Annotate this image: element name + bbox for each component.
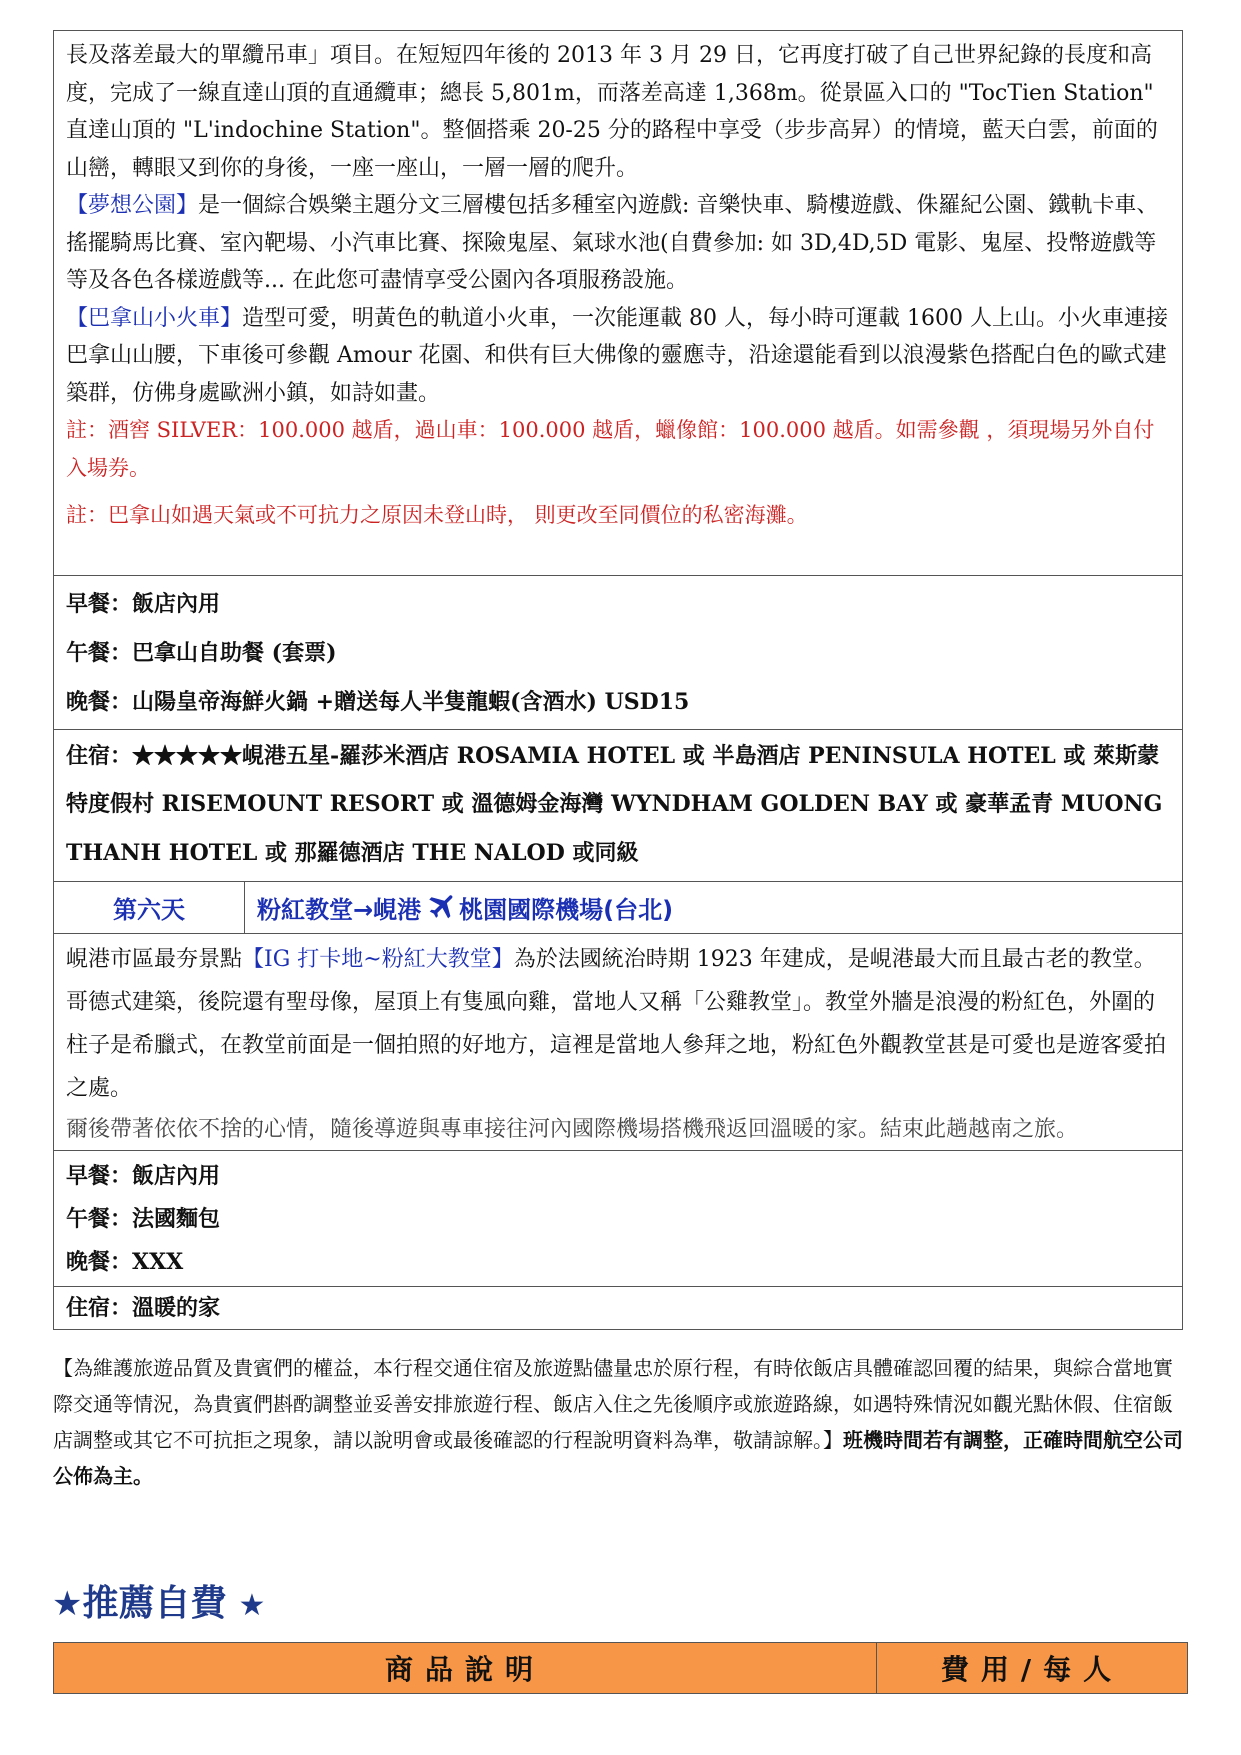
star-icon-right: ★ xyxy=(238,1588,266,1623)
col-item-description: 商品說明 xyxy=(54,1643,877,1693)
cable-car-paragraph: 長及落差最大的單纜吊車」項目。在短短四年後的 2013 年 3 月 29 日，它再度打破了自己世界紀錄的長度和高度，完成了一線直達山頂的直通纜車；總長 5,801m，而落差高達 1,368m。從景區入口的 "TocTien Station" 直達山頂的 "L'indochine Station"。整個搭乘 20-25 分的路程中享受（步步高昇）的情境，藍天白雲，前面的山巒，轉眼又到你的身後，一座一座山，一層一層的爬升。 xyxy=(66,43,1158,181)
flight-note: 班機時間若有調整，正確時間航空公司公佈為主。 xyxy=(53,1428,1183,1488)
day6-description xyxy=(53,933,1183,1150)
day6-breakfast: 早餐：飯店內用 xyxy=(66,1163,221,1189)
dream-park-label: 【夢想公園】 xyxy=(66,193,199,218)
church-paragraph xyxy=(66,938,1170,1110)
day6-label: 第六天 xyxy=(54,882,245,933)
day6-header xyxy=(53,881,1183,933)
airplane-icon xyxy=(425,893,455,923)
weather-note: 註：巴拿山如遇天氣或不可抗力之原因未登山時， 則更改至同價位的私密海灘。 xyxy=(66,503,808,527)
dream-park-text: 是一個綜合娛樂主題分文三層樓包括多種室內遊戲: 音樂快車、騎樓遊戲、侏羅紀公園、鐵軌卡車、搖擺騎馬比賽、室內靶場、小汽車比賽、探險鬼屋、氣球水池(自費參加: 如 3D,4D,5D 電影、鬼屋、投幣遊戲等等及各色各樣遊戲等... 在此您可盡情享受公園內各項服務設施。 xyxy=(66,193,1159,293)
col-fee-per-person: 費用/每人 xyxy=(940,1653,1124,1686)
day5-lunch: 午餐：巴拿山自助餐 (套票) xyxy=(66,639,337,666)
farewell-paragraph: 爾後帶著依依不捨的心情，隨後導遊與專車接往河內國際機場搭機飛返回溫暖的家。結束此趟越南之旅。 xyxy=(66,1117,1079,1142)
recommend-heading xyxy=(52,1575,265,1626)
day5-description xyxy=(53,30,1183,575)
church-label: 【IG 打卡地~粉紅大教堂】 xyxy=(242,947,514,972)
day6-route-part1: 粉紅教堂→峴港 xyxy=(257,896,422,924)
disclaimer xyxy=(53,1350,1188,1494)
dream-park-paragraph xyxy=(66,187,1170,300)
day6-lunch: 午餐：法國麵包 xyxy=(66,1206,221,1232)
recommend-title: 推薦自費 xyxy=(82,1583,227,1624)
fee-note: 註：酒窖 SILVER：100.000 越盾，過山車：100.000 越盾，蠟像館：100.000 越盾。如需參觀 ，須現場另外自付入場券。 xyxy=(66,418,1155,480)
train-label: 【巴拿山小火車】 xyxy=(66,305,243,331)
day6-dinner: 晚餐：XXX xyxy=(66,1249,184,1275)
day6-route xyxy=(245,882,1182,933)
day5-breakfast: 早餐：飯店內用 xyxy=(66,590,221,617)
church-text: 為於法國統治時期 1923 年建成，是峴港最大而且最古老的教堂。哥德式建築，後院還有聖母像，屋頂上有隻風向雞，當地人又稱「公雞教堂」。教堂外牆是浪漫的粉紅色，外圍的柱子是希臘式，在教堂前面是一個拍照的好地方，這裡是當地人參拜之地，粉紅色外觀教堂甚是可愛也是遊客愛拍之處。 xyxy=(66,947,1167,1101)
day6-route-part2: 桃園國際機場(台北) xyxy=(459,896,674,924)
disclaimer-text: 【為維護旅遊品質及貴賓們的權益，本行程交通住宿及旅遊點儘量忠於原行程，有時依飯店具體確認回覆的結果，與綜合當地實際交通等情況，為貴賓們斟酌調整並妥善安排旅遊行程、飯店入住之先後順序或旅遊路線，如遇特殊情況如觀光點休假、住宿飯店調整或其它不可抗拒之現象，請以說明會或最後確認的行程說明資料為準，敬請諒解。】 xyxy=(53,1356,1173,1452)
train-paragraph xyxy=(66,300,1170,413)
church-prefix: 峴港市區最夯景點 xyxy=(66,947,243,972)
train-text: 造型可愛，明黃色的軌道小火車，一次能運載 80 人，每小時可運載 1600 人上山。小火車連接巴拿山山腰，下車後可參觀 Amour 花園、和供有巨大佛像的靈應寺，沿途還能看到以浪漫紫色搭配白色的歐式建築群，仿佛身處歐洲小鎮，如詩如畫。 xyxy=(66,305,1168,406)
day5-dinner: 晚餐：山陽皇帝海鮮火鍋 +贈送每人半隻龍蝦(含酒水) USD15 xyxy=(66,688,690,715)
itinerary-table xyxy=(53,30,1183,1330)
day5-meals xyxy=(53,575,1183,729)
day6-meals xyxy=(53,1150,1183,1286)
day5-hotel: 住宿：★★★★★峴港五星-羅莎米酒店 ROSAMIA HOTEL 或 半島酒店 PENINSULA HOTEL 或 萊斯蒙特度假村 RISEMOUNT RESORT 或 溫德姆金海灣 WYNDHAM GOLDEN BAY 或 豪華孟青 MUONG THANH HOTEL 或 那羅德酒店 THE NALOD 或同級 xyxy=(53,729,1183,882)
star-icon: ★ xyxy=(52,1584,83,1624)
day6-lodging: 住宿：溫暖的家 xyxy=(53,1286,1183,1330)
optional-tour-table-header xyxy=(53,1642,1188,1694)
